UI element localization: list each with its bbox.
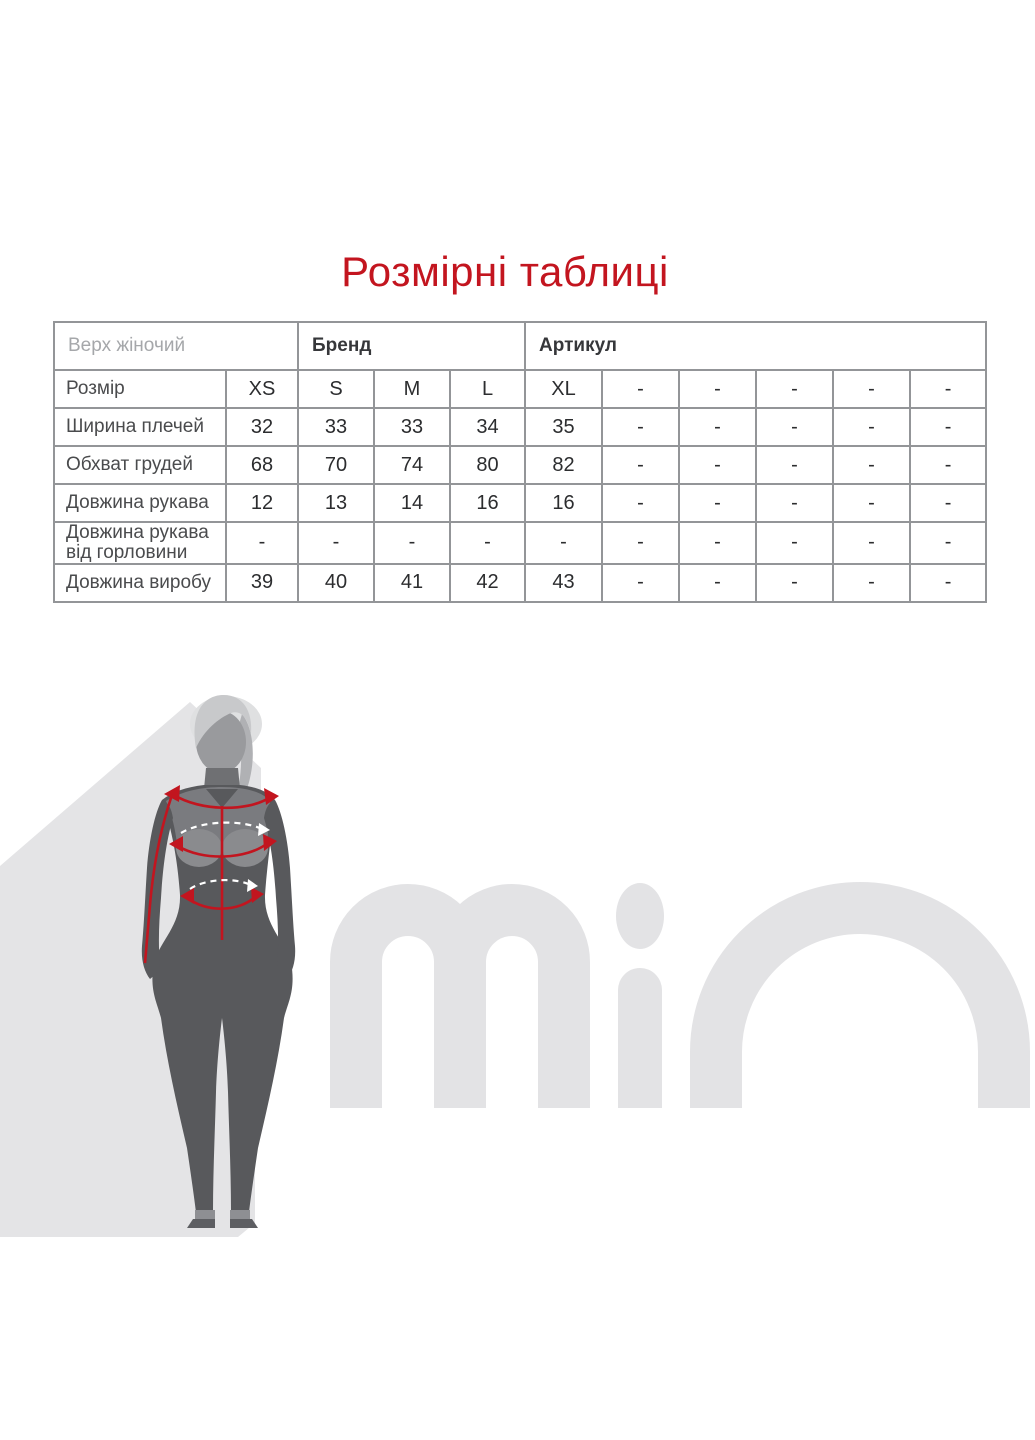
watermark-letter-n: [716, 908, 1004, 1108]
table-cell: -: [374, 522, 450, 564]
table-cell: 43: [525, 564, 602, 602]
table-cell: -: [756, 370, 833, 408]
table-cell: 74: [374, 446, 450, 484]
table-cell: -: [910, 370, 986, 408]
row-label: Довжина рукава від горловини: [54, 522, 226, 564]
table-cell: 34: [450, 408, 525, 446]
table-cell: -: [756, 484, 833, 522]
table-cell: -: [756, 564, 833, 602]
table-cell: -: [602, 484, 679, 522]
watermark-min: [356, 883, 1004, 1108]
table-cell: -: [226, 522, 298, 564]
article-header: Артикул: [525, 322, 986, 370]
table-cell: -: [450, 522, 525, 564]
product-group-header: Верх жіночий: [54, 322, 298, 370]
row-label: Довжина рукава: [54, 484, 226, 522]
table-row: [54, 408, 986, 446]
table-cell: 80: [450, 446, 525, 484]
page-title: Розмірні таблиці: [341, 248, 669, 295]
table-row: [54, 522, 986, 564]
watermark-letter-i-stem: [618, 968, 662, 1108]
table-cell: 32: [226, 408, 298, 446]
table-cell: XL: [525, 370, 602, 408]
brand-header: Бренд: [298, 322, 525, 370]
table-cell: 41: [374, 564, 450, 602]
table-cell: -: [679, 564, 756, 602]
table-cell: 14: [374, 484, 450, 522]
table-cell: -: [602, 564, 679, 602]
table-row: [54, 370, 986, 408]
table-cell: 35: [525, 408, 602, 446]
table-cell: -: [602, 408, 679, 446]
table-cell: M: [374, 370, 450, 408]
table-cell: -: [602, 370, 679, 408]
size-table: [53, 321, 987, 603]
watermark-letter-i-dot: [616, 883, 664, 949]
table-cell: -: [679, 370, 756, 408]
table-cell: -: [679, 522, 756, 564]
table-cell: 16: [450, 484, 525, 522]
row-label: Обхват грудей: [54, 446, 226, 484]
row-label: Довжина виробу: [54, 564, 226, 602]
table-cell: 33: [298, 408, 374, 446]
table-cell: -: [910, 408, 986, 446]
table-cell: 70: [298, 446, 374, 484]
table-cell: 68: [226, 446, 298, 484]
table-cell: -: [602, 522, 679, 564]
table-cell: S: [298, 370, 374, 408]
table-cell: L: [450, 370, 525, 408]
table-cell: -: [756, 522, 833, 564]
size-table-body: [54, 322, 986, 602]
table-cell: -: [910, 446, 986, 484]
table-cell: -: [679, 408, 756, 446]
table-cell: 12: [226, 484, 298, 522]
table-row: [54, 446, 986, 484]
table-cell: -: [679, 484, 756, 522]
table-cell: -: [756, 446, 833, 484]
row-label: Розмір: [54, 370, 226, 408]
table-cell: 16: [525, 484, 602, 522]
table-cell: -: [833, 564, 910, 602]
table-row: [54, 564, 986, 602]
table-header-row: [54, 322, 986, 370]
right-ankle-band: [230, 1210, 250, 1219]
table-cell: -: [910, 564, 986, 602]
table-cell: -: [833, 408, 910, 446]
table-cell: -: [833, 484, 910, 522]
table-cell: -: [298, 522, 374, 564]
table-cell: -: [525, 522, 602, 564]
table-cell: -: [679, 446, 756, 484]
table-cell: 39: [226, 564, 298, 602]
left-ankle-band: [195, 1210, 215, 1219]
table-cell: 40: [298, 564, 374, 602]
watermark-letter-m: [356, 910, 564, 1108]
table-row: [54, 484, 986, 522]
table-cell: 33: [374, 408, 450, 446]
table-cell: 82: [525, 446, 602, 484]
table-cell: -: [602, 446, 679, 484]
table-cell: -: [833, 370, 910, 408]
table-cell: -: [833, 446, 910, 484]
table-cell: -: [833, 522, 910, 564]
table-cell: -: [910, 484, 986, 522]
table-cell: -: [910, 522, 986, 564]
table-cell: 42: [450, 564, 525, 602]
table-cell: 13: [298, 484, 374, 522]
table-cell: -: [756, 408, 833, 446]
table-cell: XS: [226, 370, 298, 408]
row-label: Ширина плечей: [54, 408, 226, 446]
